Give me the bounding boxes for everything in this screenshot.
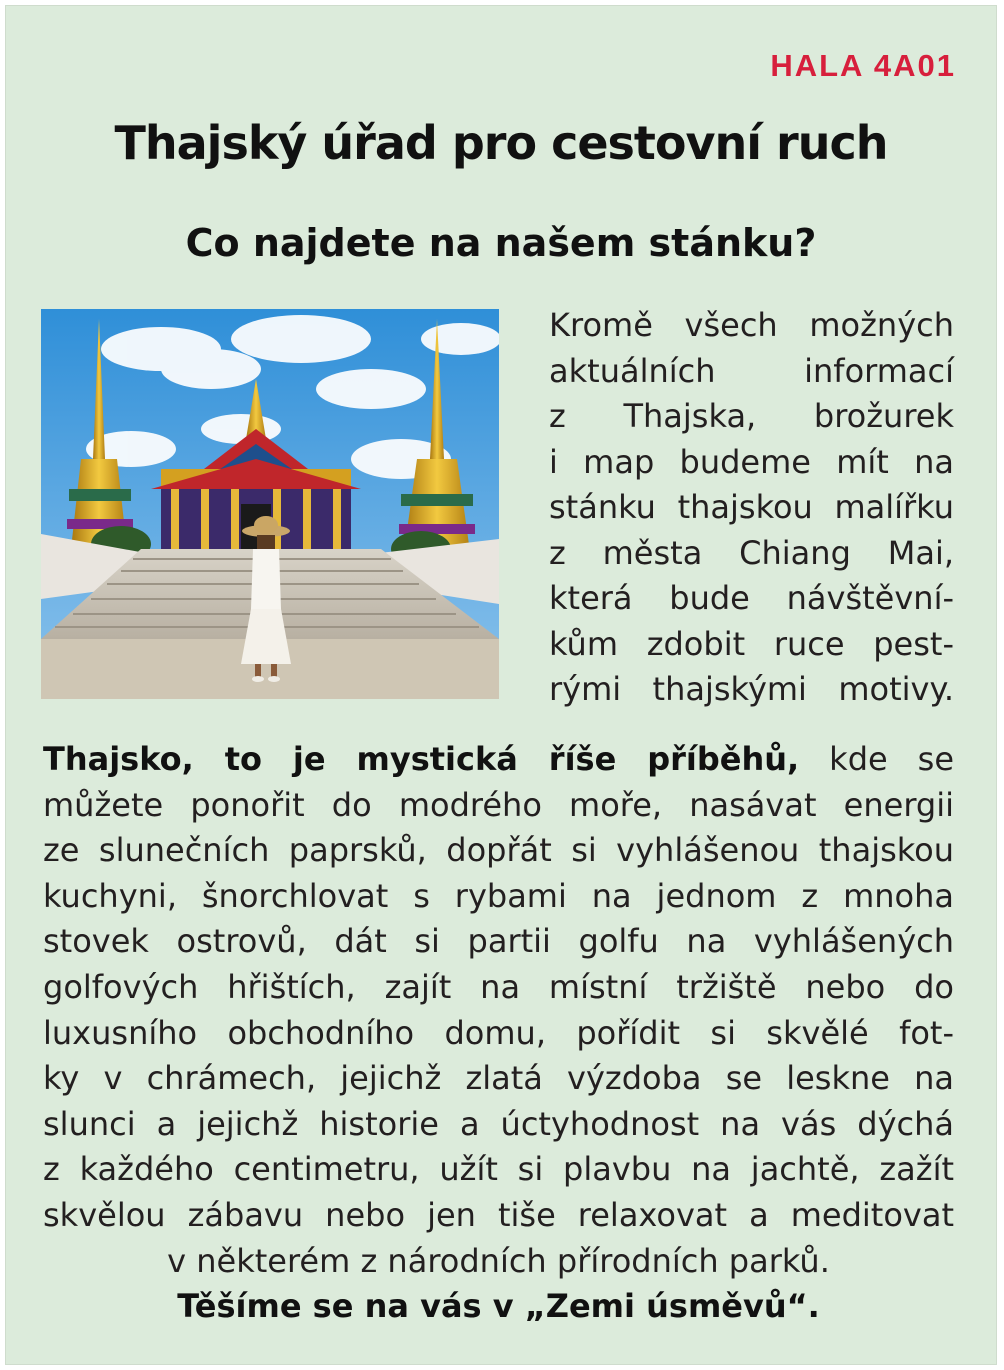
intro-line: aktuálních informací xyxy=(549,351,954,390)
closing-line: Těšíme se na vás v „Zemi úsměvů“. xyxy=(177,1287,820,1326)
body-line: skvělou zábavu nebo jen tiše relaxovat a meditovat xyxy=(43,1195,954,1234)
intro-line: z Thajska, brožurek xyxy=(549,397,954,435)
intro-line: kům zdobit ruce pest- xyxy=(549,624,954,663)
hall-label: HALA 4A01 xyxy=(770,48,956,83)
body-line: můžete ponořit do modrého moře, nasávat energii xyxy=(43,785,954,824)
body-last-line: v některém z národních přírodních parků. xyxy=(167,1241,830,1280)
body-line: z každého centimetru, užít si plavbu na jachtě, zažít xyxy=(43,1150,954,1189)
body-line: ky v chrámech, jejichž zlatá výzdoba se leskne na xyxy=(43,1059,954,1098)
body-line: kuchyni, šnorchlovat s rybami na jednom z mnoha xyxy=(43,876,954,915)
body-lead-bold: Thajsko, to je mystická říše příběhů, xyxy=(43,740,800,778)
body-line: golfových hřištích, zajít na místní tržiště nebo do xyxy=(43,967,954,1006)
intro-line: Kromě všech možných xyxy=(549,306,954,344)
intro-line: která bude návštěvní- xyxy=(549,579,954,617)
intro-paragraph xyxy=(549,303,954,713)
intro-line: i map budeme mít na xyxy=(549,442,954,481)
article-subtitle: Co najdete na našem stánku? xyxy=(185,221,817,265)
body-lead-line xyxy=(43,737,954,783)
body-line: slunci a jejichž historie a úctyhodnost na vás dýchá xyxy=(43,1104,954,1143)
article-card xyxy=(5,5,997,1365)
body-line: ze slunečních paprsků, dopřát si vyhlášenou thajskou xyxy=(43,831,954,870)
temple-photo xyxy=(41,309,499,699)
intro-line: z města Chiang Mai, xyxy=(549,533,954,572)
body-lead-rest: kde se xyxy=(799,740,955,778)
body-line: stovek ostrovů, dát si partii golfu na vyhlášených xyxy=(43,922,954,961)
intro-line: stánku thajskou malířku xyxy=(549,488,954,526)
intro-line: rými thajskými motivy. xyxy=(549,670,954,708)
body-paragraph xyxy=(43,737,954,1330)
body-line: luxusního obchodního domu, pořídit si skvělé fot- xyxy=(43,1013,954,1052)
article-title: Thajský úřad pro cestovní ruch xyxy=(114,116,888,170)
